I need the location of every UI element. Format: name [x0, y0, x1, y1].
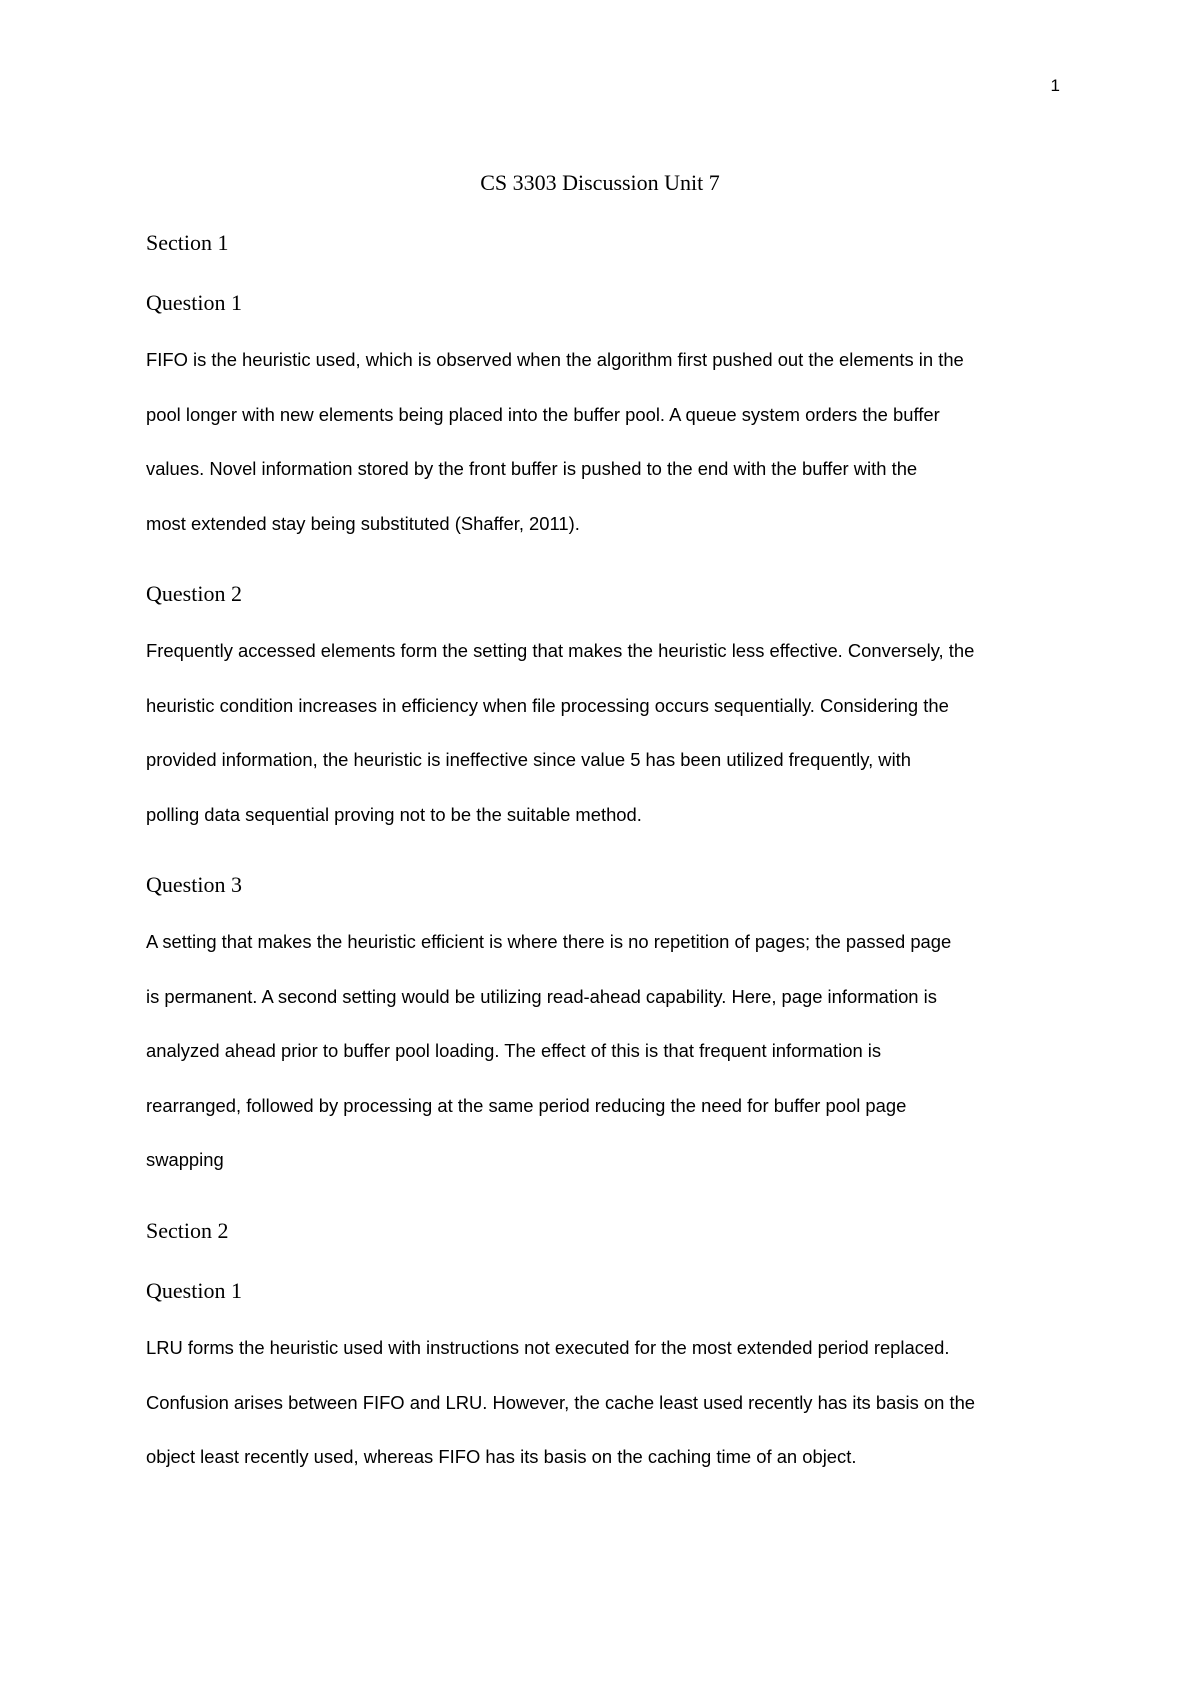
section-1-question-3-heading: Question 3: [146, 872, 242, 897]
text-line: Confusion arises between FIFO and LRU. However, the cache least used recently has its basis on the: [146, 1391, 976, 1413]
section-2-question-1-heading: Question 1: [146, 1278, 242, 1303]
text-line: is permanent. A second setting would be utilizing read-ahead capability. Here, page information is: [146, 985, 937, 1007]
section-1-question-1-heading: Question 1: [146, 290, 242, 315]
text-line: A setting that makes the heuristic efficient is where there is no repetition of pages; the passed page: [146, 931, 952, 952]
section-2-question-1-answer: [146, 1321, 1066, 1485]
text-line: polling data sequential proving not to be the suitable method.: [146, 803, 642, 825]
section-1-question-1-answer: [146, 333, 1066, 551]
document-title: CS 3303 Discussion Unit 7: [480, 170, 720, 195]
section-1-question-3-answer: [146, 915, 1066, 1188]
text-line: most extended stay being substituted (Shaffer, 2011).: [146, 512, 580, 534]
text-line: pool longer with new elements being placed into the buffer pool. A queue system orders the buffer: [146, 403, 940, 425]
text-line: analyzed ahead prior to buffer pool loading. The effect of this is that frequent information is: [146, 1040, 882, 1061]
text-line: heuristic condition increases in efficiency when file processing occurs sequentially. Considering the: [146, 694, 949, 716]
text-line: rearranged, followed by processing at the same period reducing the need for buffer pool page: [146, 1094, 907, 1116]
page-number: 1: [1050, 76, 1060, 95]
section-2-heading: Section 2: [146, 1218, 229, 1243]
text-line: swapping: [146, 1149, 224, 1170]
section-1-question-2-answer: [146, 624, 1066, 842]
text-line: LRU forms the heuristic used with instructions not executed for the most extended period replaced.: [146, 1337, 950, 1358]
text-line: provided information, the heuristic is ineffective since value 5 has been utilized frequently, with: [146, 749, 911, 770]
text-line: object least recently used, whereas FIFO has its basis on the caching time of an object.: [146, 1446, 857, 1467]
section-1-heading: Section 1: [146, 230, 229, 255]
section-1-question-2-heading: Question 2: [146, 581, 242, 606]
text-line: Frequently accessed elements form the setting that makes the heuristic less effective. Conversely, the: [146, 640, 975, 661]
text-line: FIFO is the heuristic used, which is observed when the algorithm first pushed out the elements in the: [146, 349, 964, 370]
text-line: values. Novel information stored by the front buffer is pushed to the end with the buffer with the: [146, 458, 918, 479]
